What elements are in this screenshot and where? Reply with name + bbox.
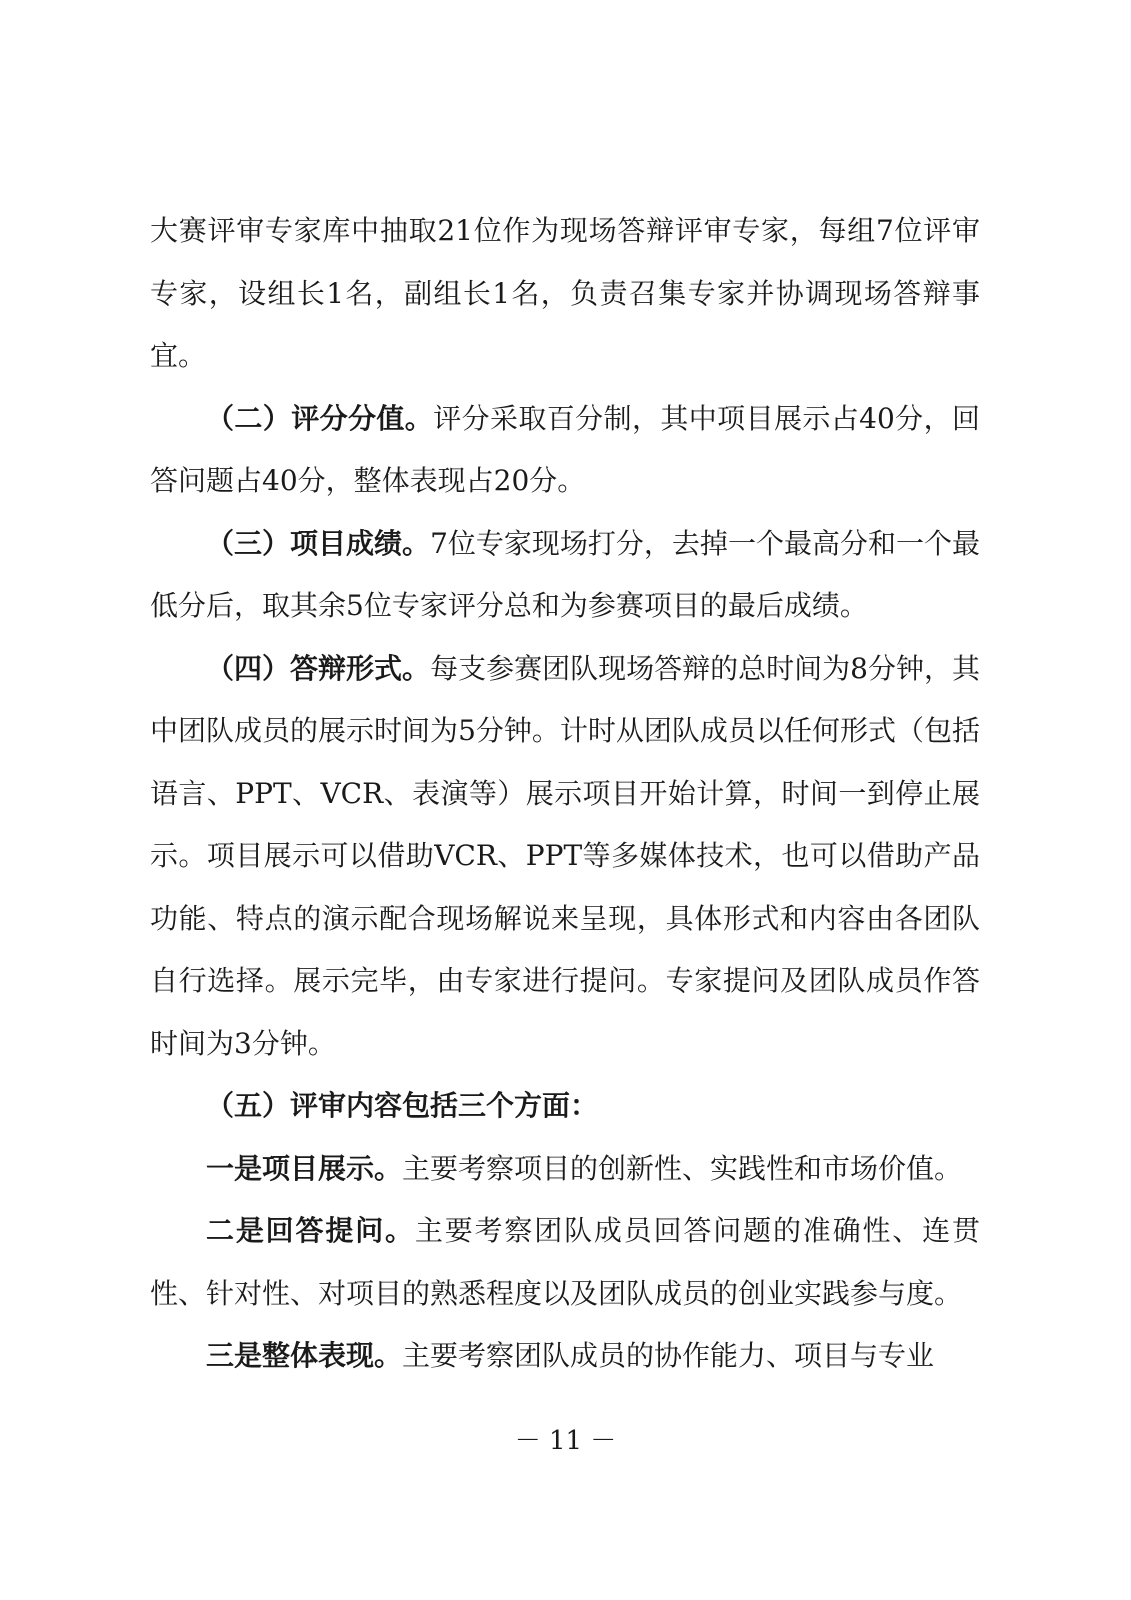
body-text — [150, 200, 980, 1388]
paragraph-project-score — [150, 513, 980, 638]
paragraph-text: 大赛评审专家库中抽取21位作为现场答辩评审专家，每组7位评审专家，设组长1名，副组长1名，负责召集专家并协调现场答辩事宜。 — [150, 214, 980, 372]
paragraph-overall-performance — [150, 1325, 980, 1388]
section-heading-defense-format: （四）答辩形式。 — [206, 651, 431, 685]
paragraph-review-content — [150, 1075, 980, 1138]
paragraph-text: 评分采取百分制，其中项目展示占40分，回答问题占40分，整体表现占20分。 — [150, 401, 980, 497]
paragraph-defense-format — [150, 638, 980, 1076]
paragraph-text: 主要考察团队成员回答问题的准确性、连贯性、针对性、对项目的熟悉程度以及团队成员的创业实践参与度。 — [150, 1214, 980, 1310]
section-heading-project-score: （三）项目成绩。 — [206, 526, 431, 560]
item-heading-answer-questions: 二是回答提问。 — [206, 1214, 415, 1247]
item-heading-overall-performance: 三是整体表现。 — [206, 1339, 403, 1372]
section-heading-review-content: （五）评审内容包括三个方面： — [206, 1089, 599, 1122]
item-heading-project-display: 一是项目展示。 — [206, 1151, 403, 1185]
paragraph-text: 主要考察团队成员的协作能力、项目与专业 — [402, 1339, 935, 1372]
paragraph-expert-selection — [150, 200, 980, 388]
paragraph-text: 主要考察项目的创新性、实践性和市场价值。 — [402, 1151, 963, 1185]
paragraph-project-display — [150, 1138, 980, 1201]
paragraph-scoring — [150, 388, 980, 513]
page-number: － 11 － — [514, 1426, 617, 1456]
paragraph-text: 每支参赛团队现场答辩的总时间为8分钟，其中团队成员的展示时间为5分钟。计时从团队成员以任何形式（包括语言、PPT、VCR、表演等）展示项目开始计算，时间一到停止展示。项目展示可以借助VCR、PPT等多媒体技术，也可以借助产品功能、特点的演示配合现场解说来呈现，具体形式和内容由各团队自行选择。展示完毕，由专家进行提问。专家提问及团队成员作答时间为3分钟。 — [150, 651, 980, 1060]
paragraph-answer-questions — [150, 1200, 980, 1325]
paragraph-text: 7位专家现场打分，去掉一个最高分和一个最低分后，取其余5位专家评分总和为参赛项目的最后成绩。 — [150, 526, 980, 622]
section-heading-scoring: （二）评分分值。 — [206, 401, 434, 435]
